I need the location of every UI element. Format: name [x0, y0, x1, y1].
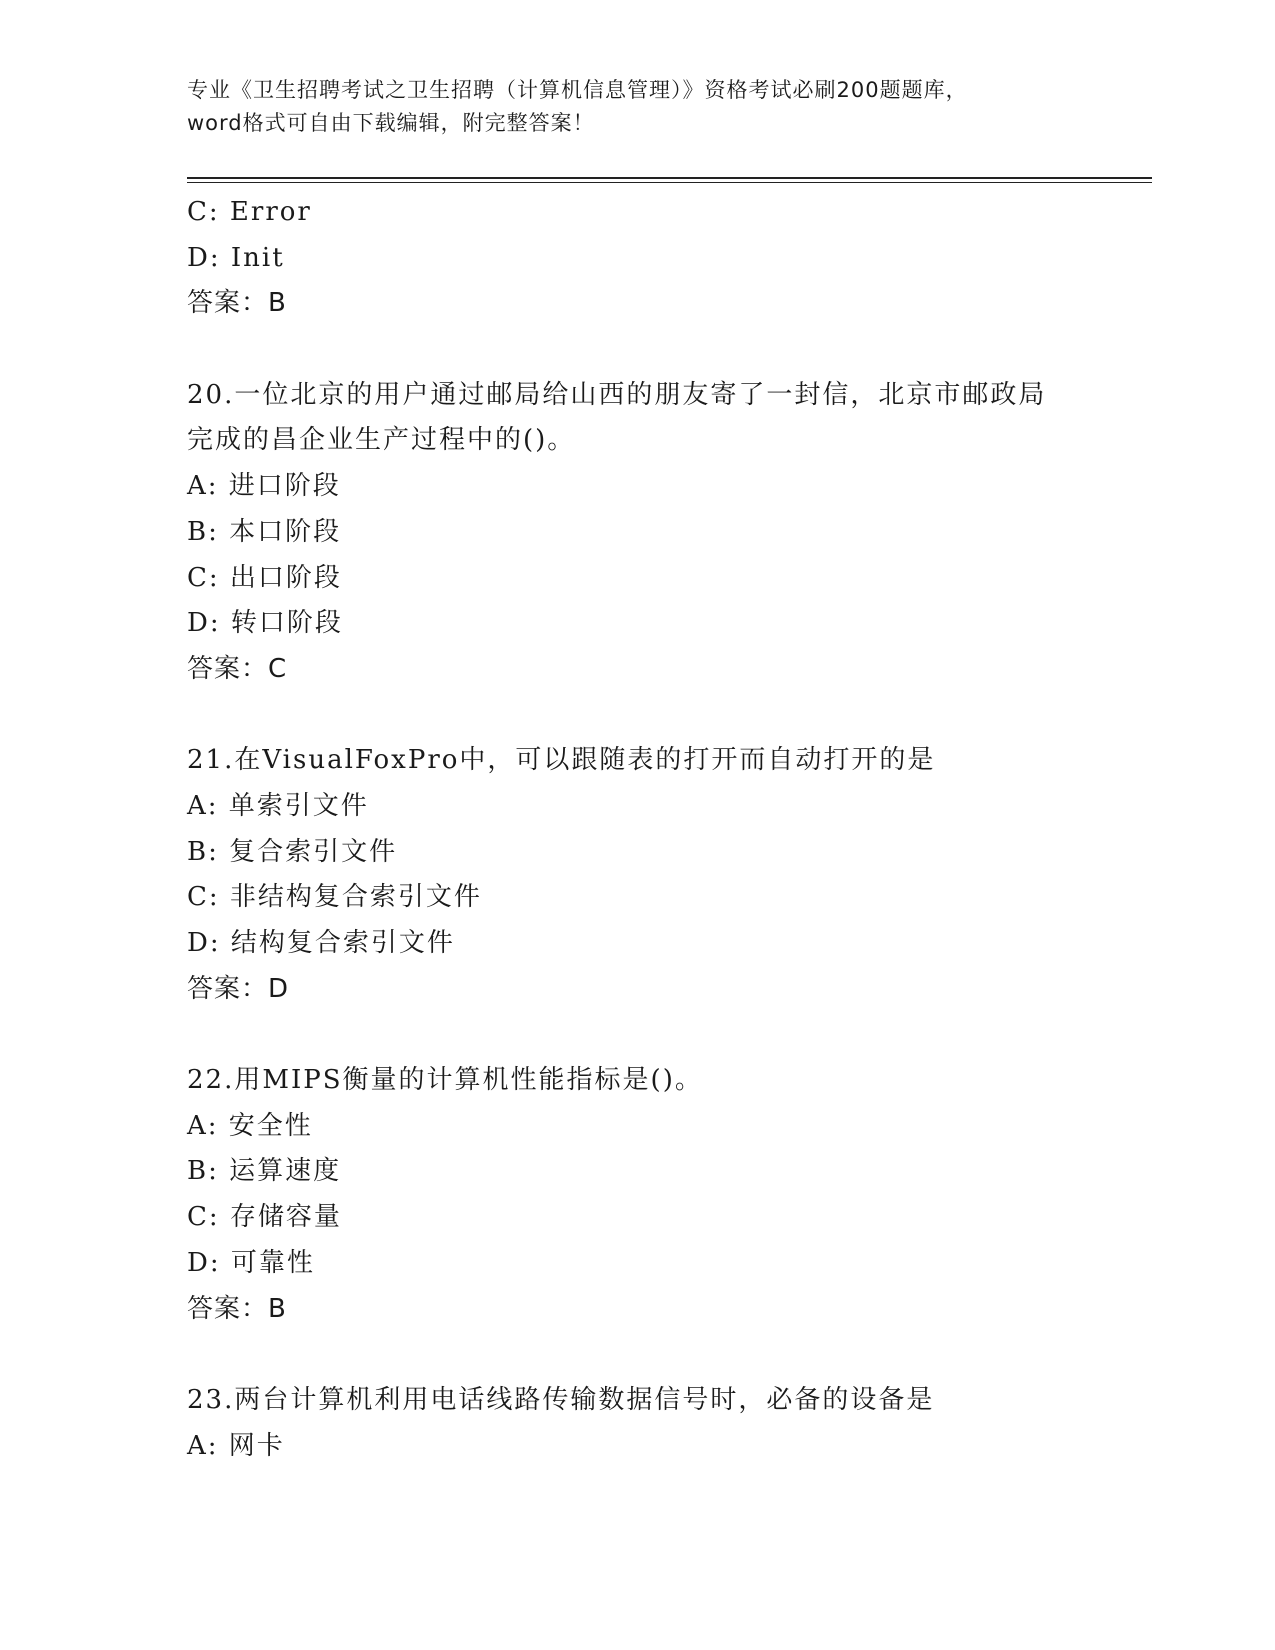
spacer	[187, 1012, 1147, 1058]
option-a: A: 安全性	[187, 1110, 313, 1141]
option-b: B: 复合索引文件	[187, 836, 398, 867]
question-stem: 23.两台计算机利用电话线路传输数据信号时，必备的设备是	[187, 1384, 935, 1415]
document-header	[187, 74, 1087, 140]
question-stem: 20.一位北京的用户通过邮局给山西的朋友寄了一封信，北京市邮政局	[187, 379, 1047, 410]
option-a: A: 单索引文件	[187, 790, 369, 821]
option-a: A: 进口阶段	[187, 471, 341, 502]
question-22	[187, 1058, 1147, 1332]
option-c: C: 非结构复合索引文件	[187, 882, 482, 913]
answer-line: 答案：B	[187, 1293, 287, 1324]
option-d: D: Init	[187, 242, 285, 273]
header-title-line-1: 专业《卫生招聘考试之卫生招聘（计算机信息管理）》资格考试必刷200题题库，	[187, 78, 968, 102]
option-d: D: 结构复合索引文件	[187, 928, 455, 958]
answer-line: 答案：D	[187, 973, 290, 1004]
option-d: D: 可靠性	[187, 1247, 315, 1278]
option-c: C: 出口阶段	[187, 562, 342, 593]
option-d: D: 转口阶段	[187, 608, 343, 639]
question-20	[187, 373, 1147, 693]
option-b: B: 本口阶段	[187, 516, 342, 547]
answer-line: 答案：B	[187, 288, 287, 319]
spacer	[187, 327, 1147, 373]
question-23	[187, 1378, 1147, 1469]
spacer	[187, 693, 1147, 739]
option-b: B: 运算速度	[187, 1156, 342, 1187]
spacer	[187, 1332, 1147, 1378]
question-19-tail	[187, 190, 1147, 327]
option-a: A: 网卡	[187, 1430, 285, 1461]
question-21	[187, 738, 1147, 1012]
header-rule-thick	[187, 177, 1152, 179]
header-rule-thin	[187, 182, 1152, 183]
question-stem: 22.用MIPS衡量的计算机性能指标是()。	[187, 1065, 703, 1096]
document-body	[187, 190, 1147, 1469]
question-stem: 21.在VisualFoxPro中，可以跟随表的打开而自动打开的是	[187, 745, 936, 776]
header-title-line-2: word格式可自由下载编辑，附完整答案！	[187, 111, 595, 135]
question-stem-continued: 完成的昌企业生产过程中的()。	[187, 425, 576, 456]
option-c: C: 存储容量	[187, 1202, 342, 1233]
option-c: C: Error	[187, 197, 312, 227]
answer-line: 答案：C	[187, 653, 288, 684]
